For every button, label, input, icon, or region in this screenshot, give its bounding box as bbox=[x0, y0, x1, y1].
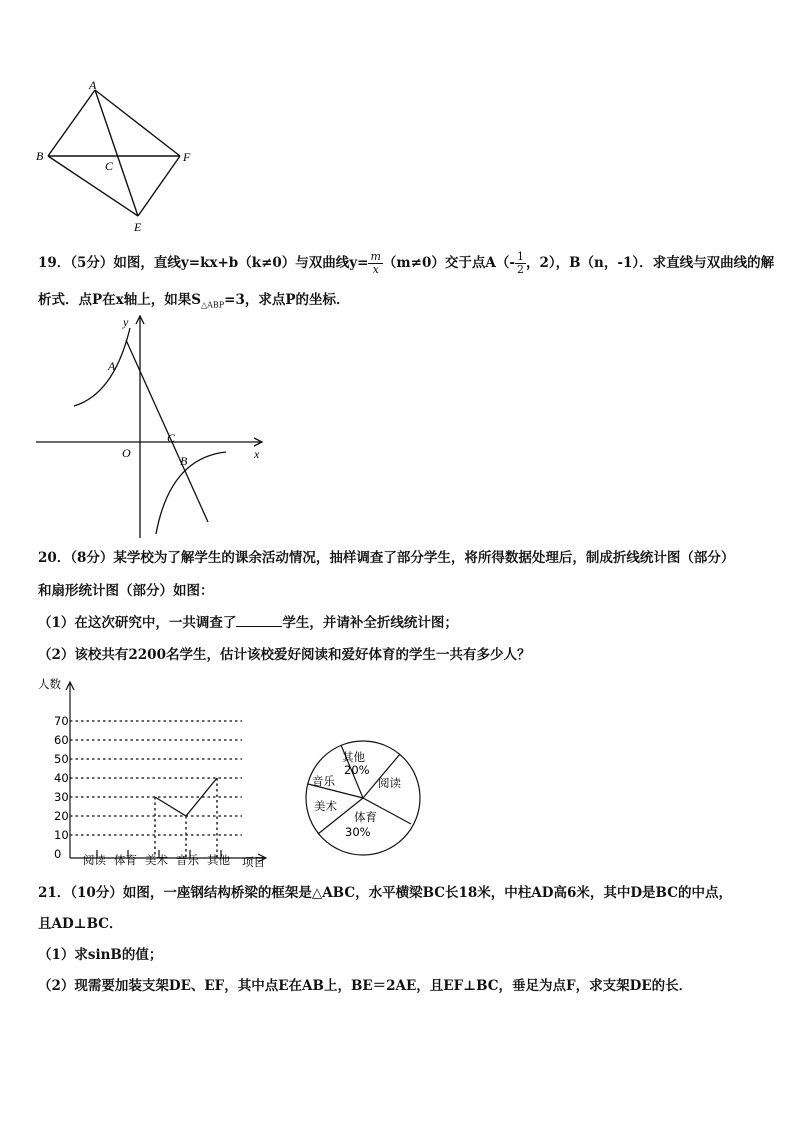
fraction-denominator: 2 bbox=[516, 263, 524, 276]
answer-blank bbox=[236, 614, 282, 627]
label-C: C bbox=[105, 159, 114, 173]
question-21-line-2: 且AD⊥BC． bbox=[38, 916, 123, 932]
label-C: C bbox=[167, 431, 176, 445]
q19-line2-b: =3，求点P的坐标． bbox=[224, 292, 350, 308]
label-O: O bbox=[122, 446, 131, 460]
y-tick-label: 40 bbox=[54, 771, 69, 785]
fraction-m-over-x bbox=[368, 251, 382, 276]
question-20-part-2: （2）该校共有2200名学生，估计该校爱好阅读和爱好体育的学生一共有多少人？ bbox=[38, 647, 531, 663]
question-20-part-1 bbox=[38, 613, 458, 633]
question-20-line-2: 和扇形统计图（部分）如图： bbox=[38, 583, 214, 599]
question-20-line-1: 20．（8分）某学校为了解学生的课余活动情况，抽样调查了部分学生，将所得数据处理后，制成折线统计图（部分） bbox=[38, 550, 735, 566]
label-F: F bbox=[183, 150, 191, 164]
q20-sub1-b: 学生，并请补全折线统计图； bbox=[282, 615, 458, 631]
pie-slice-percent: 20% bbox=[344, 763, 370, 777]
q19-mid: （m≠0）交于点A（- bbox=[382, 255, 515, 271]
x-tick-label: 体育 bbox=[114, 853, 137, 867]
q19-line2-a: 析式．点P在x轴上，如果S bbox=[38, 292, 201, 308]
x-tick-label: 美术 bbox=[145, 853, 168, 867]
fraction-denominator: x bbox=[372, 263, 379, 276]
label-E: E bbox=[134, 220, 142, 234]
question-21-part-2: （2）现需要加装支架DE、EF，其中点E在AB上，BE＝2AE，且EF⊥BC，垂足为点F，求支架DE的长． bbox=[38, 978, 693, 994]
y-tick-label: 10 bbox=[54, 828, 69, 842]
x-tick-label: 音乐 bbox=[176, 853, 199, 867]
label-x: x bbox=[254, 447, 260, 461]
pie-slice-label: 其他 bbox=[342, 750, 365, 764]
y-tick-label: 60 bbox=[54, 733, 69, 747]
pie-slice-label: 美术 bbox=[314, 799, 337, 813]
x-tick-label: 其他 bbox=[207, 853, 230, 867]
q19-subscript: △ABP bbox=[200, 300, 225, 310]
y-tick-label: 30 bbox=[54, 790, 69, 804]
pie-slice-label: 体育 bbox=[354, 810, 377, 824]
y-tick-label: 50 bbox=[54, 752, 69, 766]
y-axis-title: 人数 bbox=[38, 677, 61, 691]
q20-sub1-a: （1）在这次研究中，一共调查了 bbox=[38, 615, 237, 631]
x-tick-label: 阅读 bbox=[83, 853, 106, 867]
fraction-numerator: m bbox=[370, 250, 381, 263]
label-y: y bbox=[123, 315, 129, 329]
pie-slice-label: 阅读 bbox=[378, 776, 401, 790]
pie-slice-label: 音乐 bbox=[312, 774, 335, 788]
q19-tail: ，2），B（n，-1）．求直线与双曲线的解 bbox=[525, 255, 775, 271]
label-A: A bbox=[89, 78, 97, 92]
question-19-line-1 bbox=[38, 244, 774, 282]
question-21-part-1: （1）求sinB的值； bbox=[38, 947, 163, 963]
label-B: B bbox=[180, 454, 188, 468]
fraction-one-half bbox=[515, 251, 526, 276]
y-tick-label: 70 bbox=[54, 714, 69, 728]
label-A: A bbox=[108, 359, 116, 373]
q19-lead: 19．（5分）如图，直线y=kx+b（k≠0）与双曲线y= bbox=[38, 255, 369, 271]
figure-18-quadrilateral bbox=[30, 78, 210, 238]
y-tick-label: 20 bbox=[54, 809, 69, 823]
x-axis-title: 项目 bbox=[242, 855, 265, 869]
pie-chart bbox=[298, 740, 438, 860]
question-21-line-1: 21．（10分）如图，一座钢结构桥梁的框架是△ABC，水平横梁BC长18米，中柱AD高6米，其中D是BC的中点， bbox=[38, 885, 732, 901]
pie-slice-percent: 30% bbox=[345, 825, 371, 839]
line-chart bbox=[30, 672, 280, 872]
fraction-numerator: 1 bbox=[516, 250, 524, 263]
label-B: B bbox=[36, 149, 44, 163]
y-tick-label: 0 bbox=[54, 847, 62, 861]
figure-19-hyperbola bbox=[30, 310, 270, 542]
